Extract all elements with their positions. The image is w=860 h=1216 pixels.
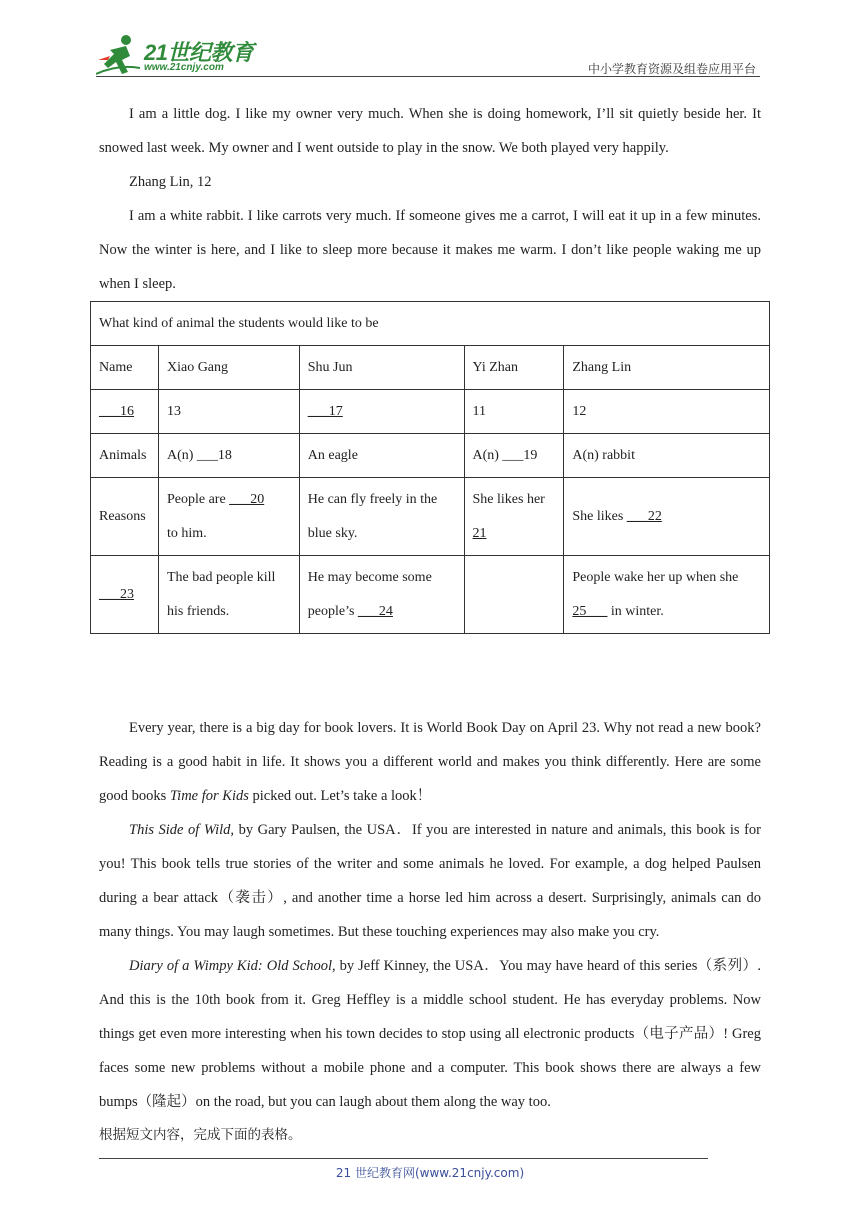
table-title: What kind of animal the students would like to be (91, 302, 770, 346)
row23-text: He may become some people’s (307, 569, 432, 619)
passage2-text: by Gary Paulsen, the USA．If you are interested in nature and animals, this book is for you! This book tells true stories of the writer and some animals he loved. For example, a dog helped Paulsen during a bear attack（袭击）, and another time a horse led him across a desert. Surprisingly, animals can do many things. You may laugh sometimes. But these touching experiences may also make you cry. (99, 822, 761, 940)
table-cell: 12 (564, 390, 770, 434)
table-cell (564, 478, 770, 556)
passage1-paragraph-1: I am a little dog. I like my owner very much. When she is doing homework, I’ll sit quietly beside her. It snowed last week. My owner and I went outside to play in the snow. We both played very happily. (99, 106, 761, 156)
passage2-text: Every year, there is a big day for book lovers. It is World Book Day on April 23. Why not read a new book? Reading is a good habit in life. It shows you a different world and makes you think differently. Here are some good books (99, 720, 761, 804)
table-cell: 11 (464, 390, 564, 434)
table-cell: Name (91, 346, 159, 390)
table-cell: Reasons (91, 478, 159, 556)
table-cell (564, 556, 770, 634)
runner-icon (96, 34, 142, 76)
table-cell: A(n) rabbit (564, 434, 770, 478)
table-cell: He can fly freely in the blue sky. (299, 478, 464, 556)
table-cell (464, 478, 564, 556)
row23-text: People wake her up when she (572, 569, 739, 585)
table-row (91, 390, 770, 434)
blank-22: ___22 (626, 508, 662, 524)
blank-25: 25___ (572, 603, 608, 619)
site-logo (96, 34, 266, 76)
blank-17 (299, 390, 464, 434)
table-cell: The bad people kill his friends. (158, 556, 299, 634)
header-divider (96, 76, 760, 77)
passage2-paragraph-2 (99, 813, 761, 949)
table-cell (91, 556, 159, 634)
row23-text: in winter. (610, 603, 664, 619)
table-cell: Shu Jun (299, 346, 464, 390)
table-cell: Zhang Lin (564, 346, 770, 390)
page-footer: 21 世纪教育网(www.21cnjy.com) (335, 1166, 525, 1180)
table-cell: 13 (158, 390, 299, 434)
platform-label: 中小学教育资源及组卷应用平台 (587, 62, 756, 76)
table-cell (464, 556, 564, 634)
logo-url: www.21cnjy.com (144, 62, 224, 73)
blank-16-text: ___16 (99, 403, 134, 419)
blank-18 (158, 434, 299, 478)
blank-24: ___24 (357, 603, 393, 619)
passage1-signature: Zhang Lin, 12 (129, 174, 212, 190)
blank-19 (464, 434, 564, 478)
footer-divider (99, 1158, 708, 1159)
table-cell: An eagle (299, 434, 464, 478)
page-header (96, 30, 760, 78)
passage1-paragraph-2: I am a white rabbit. I like carrots very much. If someone gives me a carrot, I will eat it up in a few minutes. Now the winter is here, and I like to sleep more because it makes me warm. I don’t like people waking me up when I sleep. (99, 208, 761, 292)
table-cell (158, 478, 299, 556)
instruction: 根据短文内容，完成下面的表格。 (99, 1127, 302, 1143)
passage2-text: by Jeff Kinney, the USA．You may have heard of this series（系列）. And this is the 10th book from it. Greg Heffley is a middle school student. He has everyday problems. Now things get even more interesting when his town decides to stop using all electronic products（电子产品）! Greg faces some new problems without a mobile phone and a computer. This book shows there are always a few bumps（隆起）on the road, but you can laugh about them along the way too. (99, 958, 761, 1110)
blank-18-text: A(n) ___18 (166, 447, 232, 463)
table-cell: Animals (91, 434, 159, 478)
blank-21: 21 (472, 525, 487, 541)
passage2-paragraph-1 (99, 711, 761, 813)
book-title-2: Diary of a Wimpy Kid: Old School, (129, 958, 336, 974)
book-source-title: Time for Kids (169, 788, 249, 804)
table-row (91, 346, 770, 390)
blank-20: ___20 (229, 491, 265, 507)
table-row (91, 556, 770, 634)
table-title-row (91, 302, 770, 346)
animals-table (90, 301, 770, 634)
table-cell (299, 556, 464, 634)
reason-text: to him. (166, 525, 207, 541)
blank-19-text: A(n) ___19 (472, 447, 538, 463)
table-cell: Xiao Gang (158, 346, 299, 390)
passage2-text: picked out. Let’s take a look！ (248, 788, 432, 804)
table-row (91, 478, 770, 556)
reason-text: She likes her (472, 491, 545, 507)
blank-16 (91, 390, 159, 434)
reason-text: She likes (572, 508, 624, 524)
logo-text: 21世纪教育 (144, 40, 254, 65)
table-cell: Yi Zhan (464, 346, 564, 390)
reason-text: People are (166, 491, 226, 507)
table-row (91, 434, 770, 478)
blank-17-text: ___17 (307, 403, 343, 419)
blank-23: ___23 (99, 586, 134, 602)
passage2-paragraph-3 (99, 949, 761, 1119)
book-title-1: This Side of Wild, (129, 822, 235, 838)
